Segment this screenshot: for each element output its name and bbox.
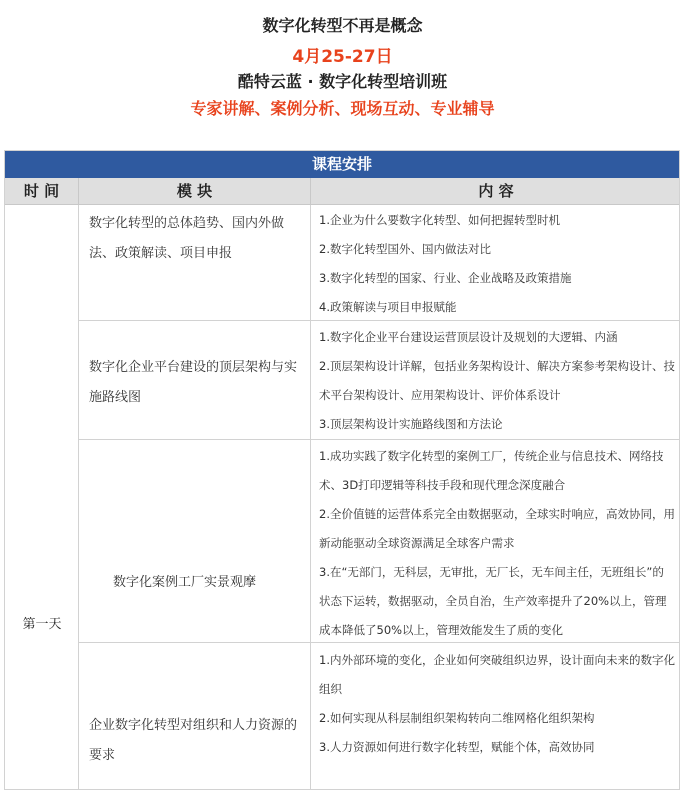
content-item: 1.内外部环境的变化，企业如何突破组织边界，设计面向未来的数字化组织 xyxy=(319,653,675,696)
module-cell xyxy=(79,643,311,790)
day-label: 第一天 xyxy=(22,617,62,632)
module-title: 数字化企业平台建设的顶层架构与实施路线图 xyxy=(89,360,298,405)
content-cell xyxy=(311,643,680,790)
content-item: 3.人力资源如何进行数字化转型，赋能个体，高效协同 xyxy=(319,740,595,754)
module-cell xyxy=(79,321,311,440)
module-cell xyxy=(79,205,311,321)
headline-title: 数字化转型不再是概念 xyxy=(262,16,423,35)
content-cell xyxy=(311,440,680,643)
column-header-time: 时 间 xyxy=(5,178,79,205)
schedule-table xyxy=(4,150,680,790)
day-cell xyxy=(5,205,79,790)
module-title: 数字化转型的总体趋势、国内外做法、政策解读、项目申报 xyxy=(89,216,285,261)
schedule-banner: 课程安排 xyxy=(5,151,679,178)
content-item: 1.企业为什么要数字化转型、如何把握转型时机 xyxy=(319,213,560,227)
column-header-module: 模 块 xyxy=(79,178,311,205)
course-name: 酷特云蓝 · 数字化转型培训班 xyxy=(237,72,448,91)
module-title: 企业数字化转型对组织和人力资源的要求 xyxy=(89,718,298,763)
content-item: 2.数字化转型国外、国内做法对比 xyxy=(319,242,491,256)
content-item: 1.成功实践了数字化转型的案例工厂，传统企业与信息技术、网络技术、3D打印逻辑等科技手段和现代理念深度融合 xyxy=(319,449,664,492)
content-item: 3.在“无部门，无科层，无审批，无厂长，无车间主任，无班组长”的状态下运转，数据驱动，全员自治，生产效率提升了20%以上，管理成本降低了50%以上，管理效能发生了质的变化 xyxy=(319,565,667,637)
content-item: 2.全价值链的运营体系完全由数据驱动，全球实时响应，高效协同，用新动能驱动全球资源满足全球客户需求 xyxy=(319,507,675,550)
course-features: 专家讲解、案例分析、现场互动、专业辅导 xyxy=(190,99,495,118)
content-item: 2.如何实现从科层制组织架构转向二维网格化组织架构 xyxy=(319,711,595,725)
column-header-content: 内 容 xyxy=(311,178,680,205)
content-item: 1.数字化企业平台建设运营顶层设计及规划的大逻辑、内涵 xyxy=(319,330,618,344)
event-date: 4月25-27日 xyxy=(292,47,393,67)
module-cell xyxy=(79,440,311,643)
module-title: 数字化案例工厂实景观摩 xyxy=(113,575,257,590)
content-item: 2.顶层架构设计详解，包括业务架构设计、解决方案参考架构设计、技术平台架构设计、应用架构设计、评价体系设计 xyxy=(319,359,675,402)
content-item: 4.政策解读与项目申报赋能 xyxy=(319,300,457,314)
content-item: 3.数字化转型的国家、行业、企业战略及政策措施 xyxy=(319,271,572,285)
content-item: 3.顶层架构设计实施路线图和方法论 xyxy=(319,417,503,431)
content-cell xyxy=(311,205,680,321)
content-cell xyxy=(311,321,680,440)
